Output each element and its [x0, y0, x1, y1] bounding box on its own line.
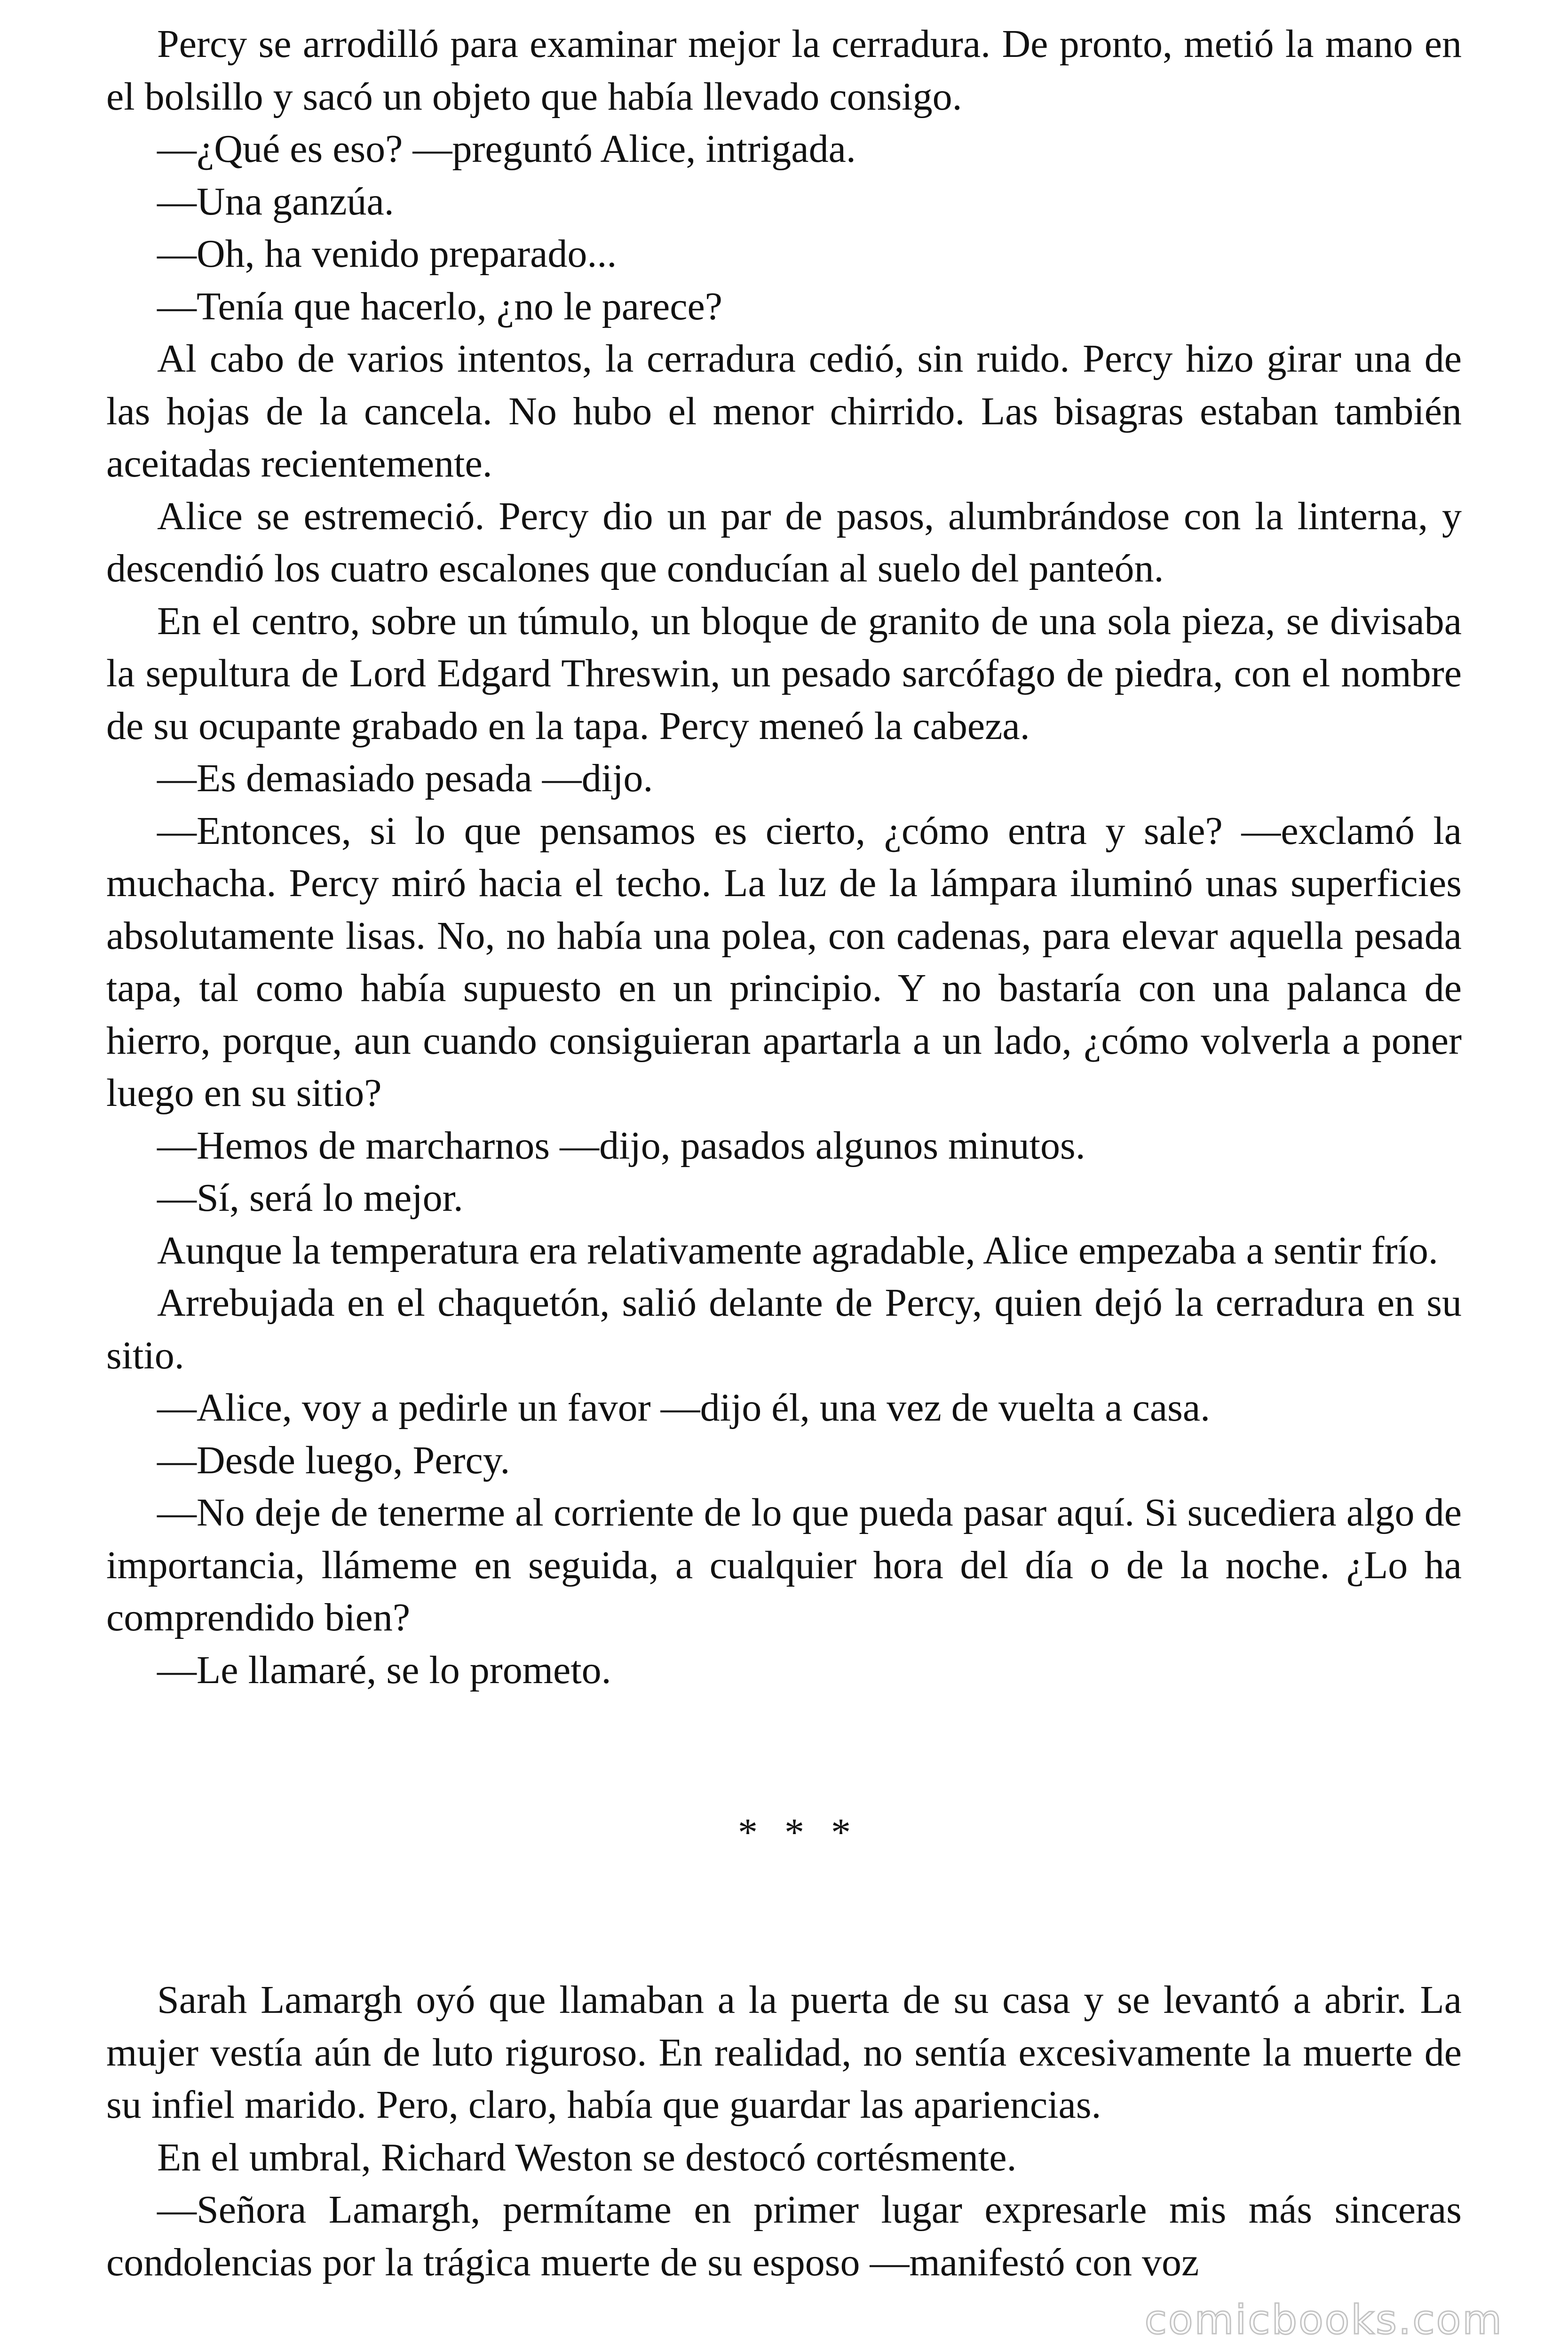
- paragraph: En el umbral, Richard Weston se destocó cortésmente.: [157, 2135, 1017, 2179]
- paragraph: Alice se estremeció. Percy dio un par de pasos, alumbrándose con la linterna, y descendió los cuatro escalones que conducían al suelo del panteón.: [106, 494, 1462, 590]
- paragraph: Al cabo de varios intentos, la cerradura cedió, sin ruido. Percy hizo girar una de las hojas de la cancela. No hubo el menor chirrido. Las bisagras estaban también aceitadas recientemente.: [106, 337, 1462, 485]
- paragraph: Aunque la temperatura era relativamente agradable, Alice empezaba a sentir frío.: [157, 1228, 1438, 1272]
- paragraph: —Le llamaré, se lo prometo.: [157, 1648, 611, 1692]
- paragraph: Percy se arrodilló para examinar mejor la cerradura. De pronto, metió la mano en el bolsillo y sacó un objeto que había llevado consigo.: [106, 22, 1462, 119]
- paragraph: —Es demasiado pesada —dijo.: [157, 756, 653, 800]
- paragraph: En el centro, sobre un túmulo, un bloque de granito de una sola pieza, se divisaba la sepultura de Lord Edgard Threswin, un pesado sarcófago de piedra, con el nombre de su ocupante grabado en la tapa. Percy meneó la cabeza.: [106, 599, 1462, 748]
- paragraph: —Hemos de marcharnos —dijo, pasados algunos minutos.: [157, 1123, 1085, 1168]
- paragraph: —Señora Lamargh, permítame en primer lugar expresarle mis más sinceras condolencias por la trágica muerte de su esposo —manifestó con voz: [106, 2188, 1462, 2284]
- paragraph: —Desde luego, Percy.: [157, 1438, 510, 1482]
- text-section-2: [106, 1974, 1462, 2288]
- paragraph: Arrebujada en el chaquetón, salió delante de Percy, quien dejó la cerradura en su sitio.: [106, 1281, 1462, 1377]
- paragraph: Sarah Lamargh oyó que llamaban a la puerta de su casa y se levantó a abrir. La mujer vestía aún de luto riguroso. En realidad, no sentía excesivamente la muerte de su infiel marido. Pero, claro, había que guardar las apariencias.: [106, 1978, 1462, 2127]
- text-section-1: [106, 18, 1462, 1696]
- paragraph: —No deje de tenerme al corriente de lo que pueda pasar aquí. Si sucediera algo de importancia, llámeme en seguida, a cualquier hora del día o de la noche. ¿Lo ha comprendido bien?: [106, 1491, 1462, 1639]
- paragraph: —¿Qué es eso? —preguntó Alice, intrigada.: [157, 127, 856, 171]
- paragraph: —Tenía que hacerlo, ¿no le parece?: [157, 284, 723, 328]
- paragraph: —Una ganzúa.: [157, 179, 394, 223]
- section-separator: * * *: [738, 1811, 859, 1854]
- watermark: comicbooks.com: [1144, 2296, 1503, 2344]
- paragraph: —Alice, voy a pedirle un favor —dijo él, una vez de vuelta a casa.: [157, 1386, 1211, 1430]
- paragraph: —Entonces, si lo que pensamos es cierto, ¿cómo entra y sale? —exclamó la muchacha. Percy miró hacia el techo. La luz de la lámpara iluminó unas superficies absolutamente lisas. No, no había una polea, con cadenas, para elevar aquella pesada tapa, tal como había supuesto en un principio. Y no bastaría con una palanca de hierro, porque, aun cuando consiguieran apartarla a un lado, ¿cómo volverla a poner luego en su sitio?: [106, 809, 1462, 1115]
- paragraph: —Oh, ha venido preparado...: [157, 232, 617, 276]
- paragraph: —Sí, será lo mejor.: [157, 1176, 463, 1220]
